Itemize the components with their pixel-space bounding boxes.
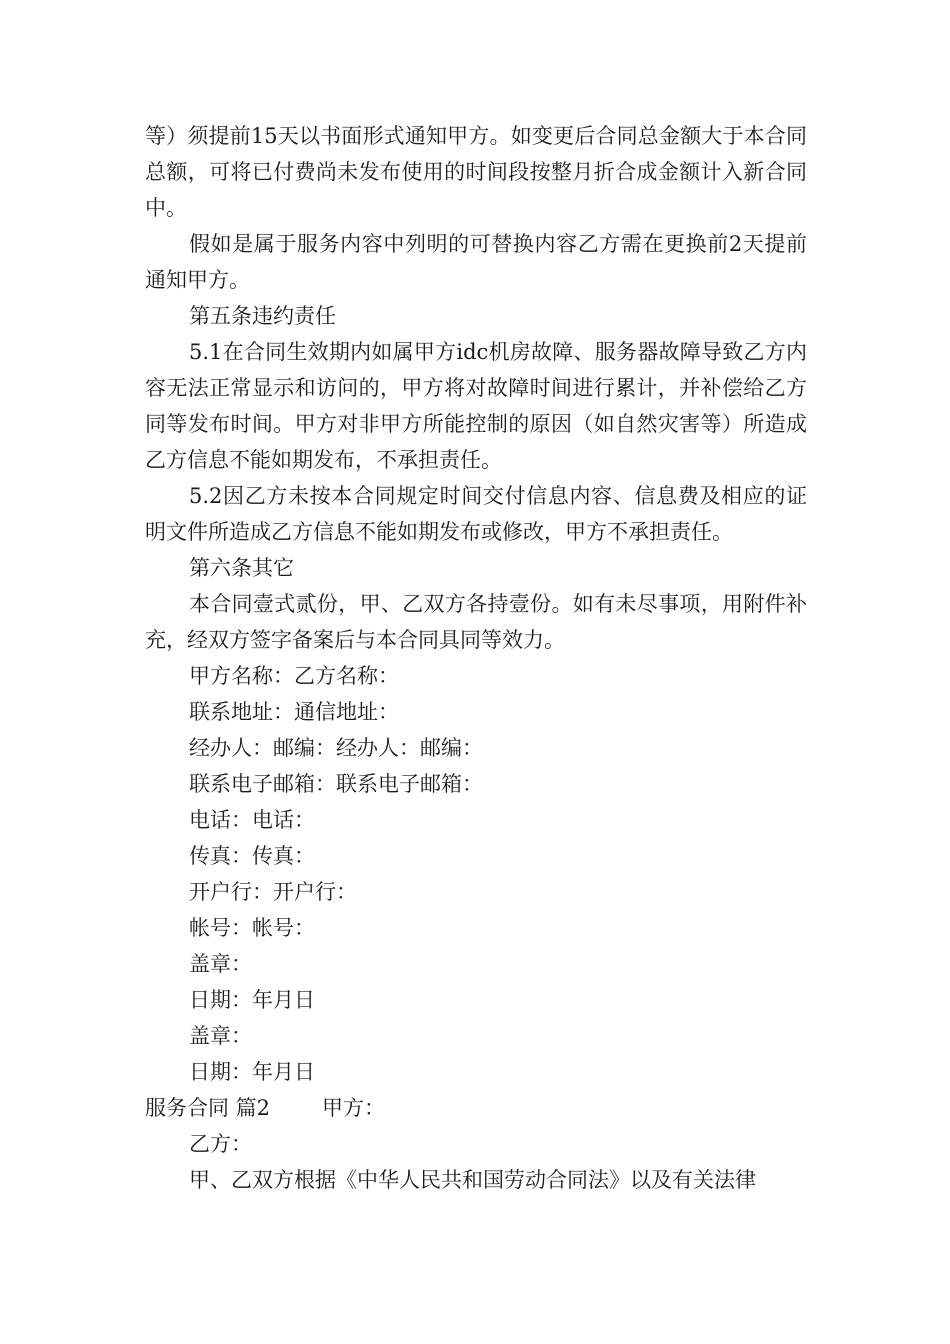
signature-line-account: 帐号：帐号： xyxy=(189,916,315,940)
paragraph-clause-5-1: 5.1在合同生效期内如属甲方idc机房故障、服务器故障导致乙方内容无法正常显示和访问的，甲方将对故障时间进行累计，并补偿给乙方同等发布时间。甲方对非甲方所能控制的原因（如自然灾害等）所造成乙方信息不能如期发布，不承担责任。 xyxy=(145,340,807,472)
paragraph-replaceable-content: 假如是属于服务内容中列明的可替换内容乙方需在更换前2天提前通知甲方。 xyxy=(145,232,807,292)
signature-line-fax: 传真：传真： xyxy=(189,844,315,868)
heading-article-6: 第六条其它 xyxy=(189,556,294,580)
contract-2-heading: 服务合同 篇2 xyxy=(145,1096,271,1120)
signature-line-date-b: 日期：年月日 xyxy=(189,1060,315,1084)
heading-article-5: 第五条违约责任 xyxy=(189,304,336,328)
signature-line-address: 联系地址：通信地址： xyxy=(189,700,399,724)
signature-line-seal-a: 盖章： xyxy=(189,952,252,976)
contract-2-header-line xyxy=(145,1090,807,1126)
signature-line-seal-b: 盖章： xyxy=(189,1024,252,1048)
paragraph-clause-5-2: 5.2因乙方未按本合同规定时间交付信息内容、信息费及相应的证明文件所造成乙方信息不能如期发布或修改，甲方不承担责任。 xyxy=(145,484,807,544)
contract-2-party-b: 乙方： xyxy=(189,1132,252,1156)
contract-2-party-a: 甲方： xyxy=(322,1096,386,1120)
document-body xyxy=(145,118,807,1198)
signature-line-phone: 电话：电话： xyxy=(189,808,315,832)
signature-line-date-a: 日期：年月日 xyxy=(189,988,315,1012)
signature-line-contact-person: 经办人：邮编：经办人：邮编： xyxy=(189,736,483,760)
paragraph-notice-terms: 等）须提前15天以书面形式通知甲方。如变更后合同总金额大于本合同总额，可将已付费尚未发布使用的时间段按整月折合成金额计入新合同中。 xyxy=(145,124,807,220)
signature-line-email: 联系电子邮箱：联系电子邮箱： xyxy=(189,772,483,796)
signature-line-bank: 开户行：开户行： xyxy=(189,880,357,904)
paragraph-copies: 本合同壹式贰份，甲、乙双方各持壹份。如有未尽事项，用附件补充，经双方签字备案后与本合同具同等效力。 xyxy=(145,592,807,652)
contract-2-intro: 甲、乙双方根据《中华人民共和国劳动合同法》以及有关法律 xyxy=(189,1168,756,1192)
signature-line-party-names: 甲方名称：乙方名称： xyxy=(189,664,399,688)
